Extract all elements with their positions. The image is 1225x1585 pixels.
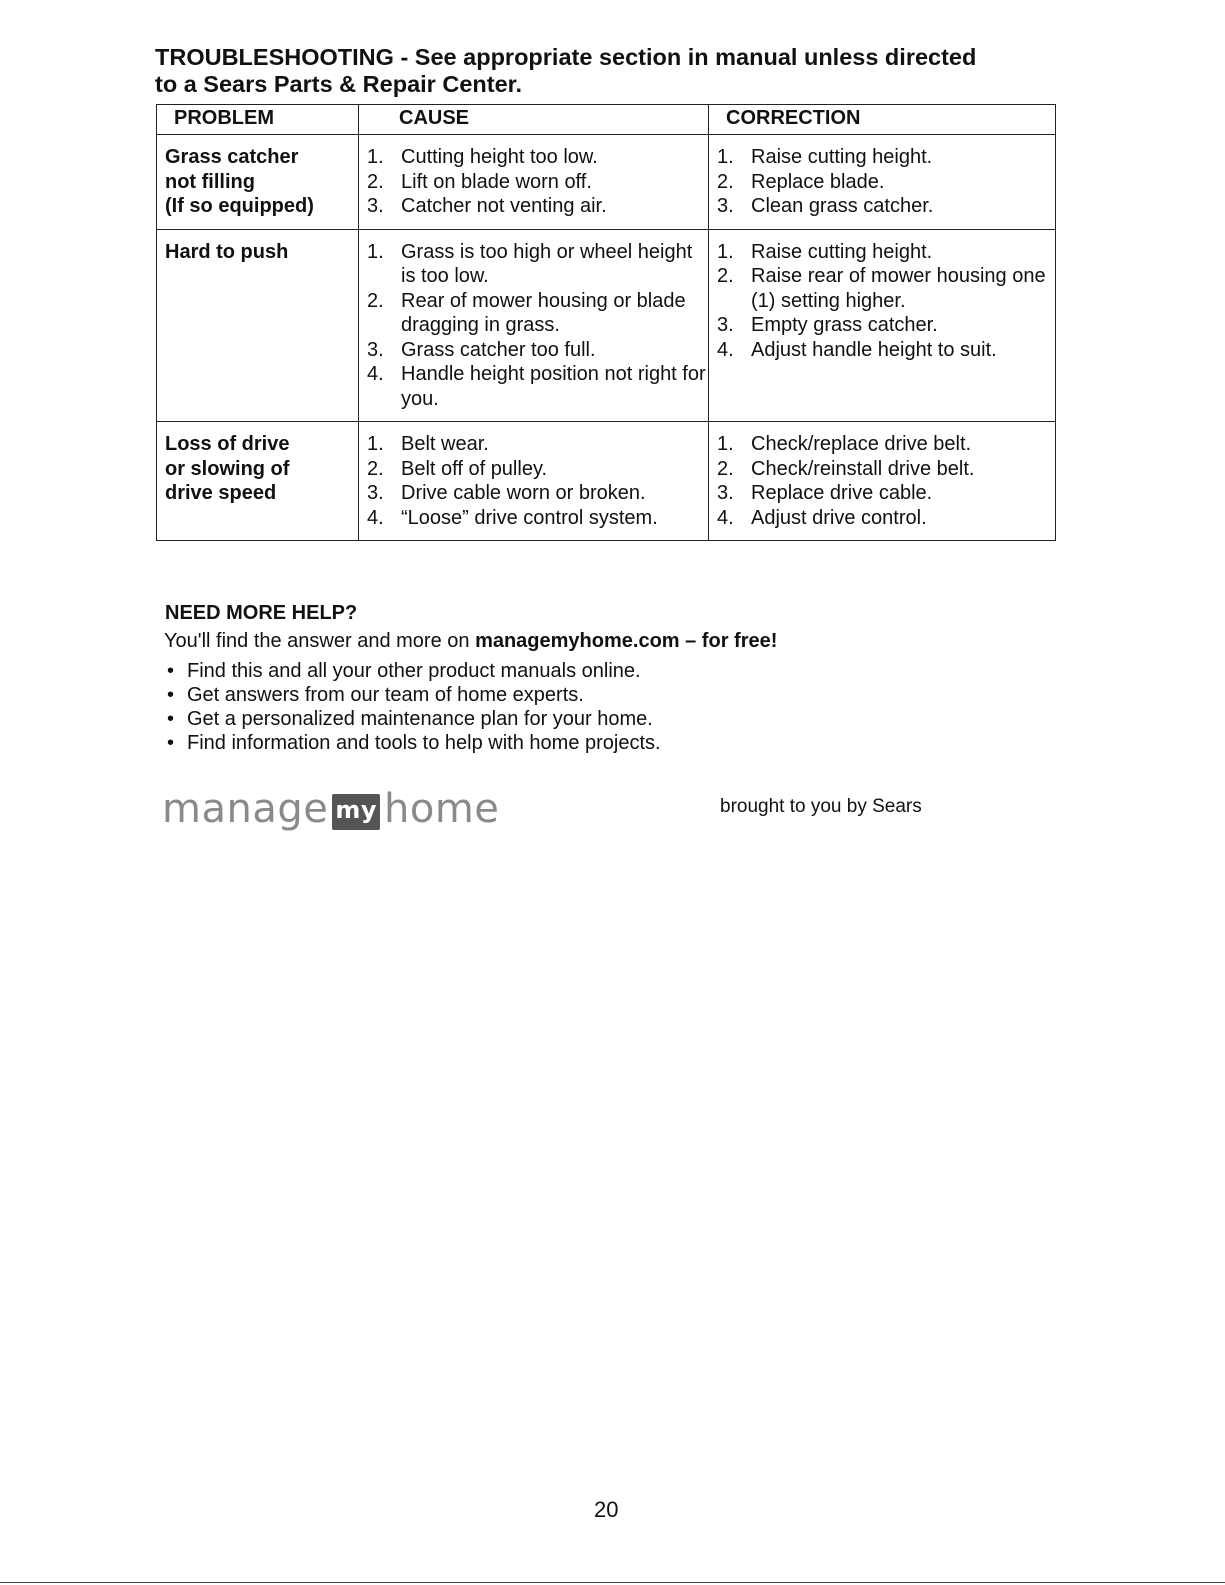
item-number: 3. <box>717 195 734 217</box>
item-text: Belt off of pulley. <box>401 457 548 480</box>
correction-item <box>717 481 1055 506</box>
website-link[interactable]: managemyhome.com – for free! <box>475 630 778 652</box>
help-intro: You'll find the answer and more on managemyhome.com – for free! <box>164 630 778 652</box>
item-text: Grass catcher too full. <box>401 338 596 361</box>
bullet-text: Find this and all your other product manuals online. <box>187 660 641 682</box>
problem-cell <box>157 229 359 422</box>
item-text: Raise rear of mower housing one (1) setting higher. <box>751 265 1046 312</box>
help-bullet-list <box>165 659 1065 755</box>
item-text: Adjust drive control. <box>751 506 927 529</box>
item-number: 1. <box>367 146 384 168</box>
logo-my-badge: my <box>332 794 380 830</box>
help-bullet-item <box>165 707 1065 731</box>
item-text: Raise cutting height. <box>751 146 933 168</box>
page-number: 20 <box>594 1497 619 1522</box>
item-text: Check/reinstall drive belt. <box>751 457 975 480</box>
item-number: 1. <box>367 433 384 455</box>
item-text: Drive cable worn or broken. <box>401 482 646 504</box>
item-text: Handle height position not right for you. <box>401 363 706 410</box>
correction-item <box>717 313 1055 338</box>
item-text: Rear of mower housing or blade dragging in grass. <box>401 289 686 336</box>
cause-item <box>367 457 708 482</box>
item-number: 4. <box>717 338 734 361</box>
item-text: Belt wear. <box>401 433 489 455</box>
help-title: NEED MORE HELP? <box>165 602 358 624</box>
correction-item <box>717 338 1055 363</box>
item-number: 3. <box>717 314 734 336</box>
cause-item <box>367 240 708 289</box>
heading-line-2: to a Sears Parts & Repair Center. <box>155 71 523 97</box>
table-header-row <box>157 105 1056 135</box>
item-text: Check/replace drive belt. <box>751 433 972 455</box>
item-number: 4. <box>367 506 384 529</box>
cause-item <box>367 481 708 506</box>
correction-cell <box>709 422 1056 541</box>
item-number: 2. <box>717 457 734 480</box>
item-text: Grass is too high or wheel height is too low. <box>401 240 693 287</box>
bullet-text: Get a personalized maintenance plan for your home. <box>187 708 653 730</box>
cause-item <box>367 432 708 457</box>
item-text: Catcher not venting air. <box>401 195 607 217</box>
bullet-dot-icon: • <box>167 684 175 706</box>
item-text: Lift on blade worn off. <box>401 170 592 193</box>
cause-item <box>367 145 708 170</box>
correction-item <box>717 432 1055 457</box>
problem-line: drive speed <box>165 482 277 504</box>
item-number: 1. <box>367 240 384 263</box>
correction-item <box>717 240 1055 265</box>
item-number: 4. <box>717 506 734 529</box>
bullet-dot-icon: • <box>167 732 175 754</box>
item-text: Clean grass catcher. <box>751 195 934 217</box>
problem-line: (If so equipped) <box>165 195 314 217</box>
item-number: 2. <box>367 170 384 193</box>
troubleshooting-table <box>156 104 1056 541</box>
item-number: 3. <box>367 482 384 504</box>
correction-item <box>717 264 1055 313</box>
item-text: Cutting height too low. <box>401 146 598 168</box>
header-cause: CAUSE <box>359 105 709 135</box>
correction-item <box>717 506 1055 531</box>
item-number: 4. <box>367 363 384 385</box>
cause-cell <box>359 422 709 541</box>
header-correction: CORRECTION <box>709 105 1056 135</box>
item-text: Empty grass catcher. <box>751 314 938 336</box>
managemyhome-logo: manage my home <box>162 786 500 832</box>
heading-line-1: TROUBLESHOOTING - See appropriate section in manual unless directed <box>155 44 977 70</box>
cause-cell <box>359 135 709 230</box>
item-text: “Loose” drive control system. <box>401 506 658 529</box>
table-row <box>157 229 1056 422</box>
header-problem: PROBLEM <box>157 105 359 135</box>
problem-line: not filling <box>165 170 255 193</box>
correction-item <box>717 457 1055 482</box>
cause-item <box>367 170 708 195</box>
correction-cell <box>709 229 1056 422</box>
cause-item <box>367 338 708 363</box>
problem-line: or slowing of <box>165 457 290 480</box>
table-row <box>157 135 1056 230</box>
cause-item <box>367 506 708 531</box>
item-number: 2. <box>717 265 734 287</box>
help-bullet-item <box>165 731 1065 755</box>
help-bullet-item <box>165 659 1065 683</box>
item-number: 1. <box>717 146 734 168</box>
page-bottom-rule <box>0 1582 1225 1583</box>
item-number: 1. <box>717 240 734 263</box>
item-text: Adjust handle height to suit. <box>751 338 997 361</box>
problem-line: Loss of drive <box>165 433 290 455</box>
bullet-dot-icon: • <box>167 708 175 730</box>
cause-cell <box>359 229 709 422</box>
page-heading <box>155 44 1075 98</box>
problem-cell <box>157 422 359 541</box>
bullet-text: Find information and tools to help with home projects. <box>187 732 661 754</box>
help-bullet-item <box>165 683 1065 707</box>
item-number: 3. <box>367 338 384 361</box>
need-more-help-section <box>165 602 1065 755</box>
table-row <box>157 422 1056 541</box>
bullet-text: Get answers from our team of home experts. <box>187 684 584 706</box>
item-number: 2. <box>717 170 734 193</box>
cause-item <box>367 362 708 411</box>
correction-item <box>717 145 1055 170</box>
item-number: 2. <box>367 289 384 312</box>
bullet-dot-icon: • <box>167 660 175 682</box>
item-text: Raise cutting height. <box>751 240 933 263</box>
problem-line: Hard to push <box>165 240 289 263</box>
cause-item <box>367 194 708 219</box>
item-text: Replace blade. <box>751 170 885 193</box>
item-number: 2. <box>367 457 384 480</box>
item-text: Replace drive cable. <box>751 482 933 504</box>
item-number: 1. <box>717 433 734 455</box>
item-number: 3. <box>367 195 384 217</box>
problem-cell <box>157 135 359 230</box>
correction-item <box>717 170 1055 195</box>
brought-by-text: brought to you by Sears <box>720 796 922 817</box>
problem-line: Grass catcher <box>165 146 299 168</box>
correction-cell <box>709 135 1056 230</box>
cause-item <box>367 289 708 338</box>
item-number: 3. <box>717 482 734 504</box>
correction-item <box>717 194 1055 219</box>
